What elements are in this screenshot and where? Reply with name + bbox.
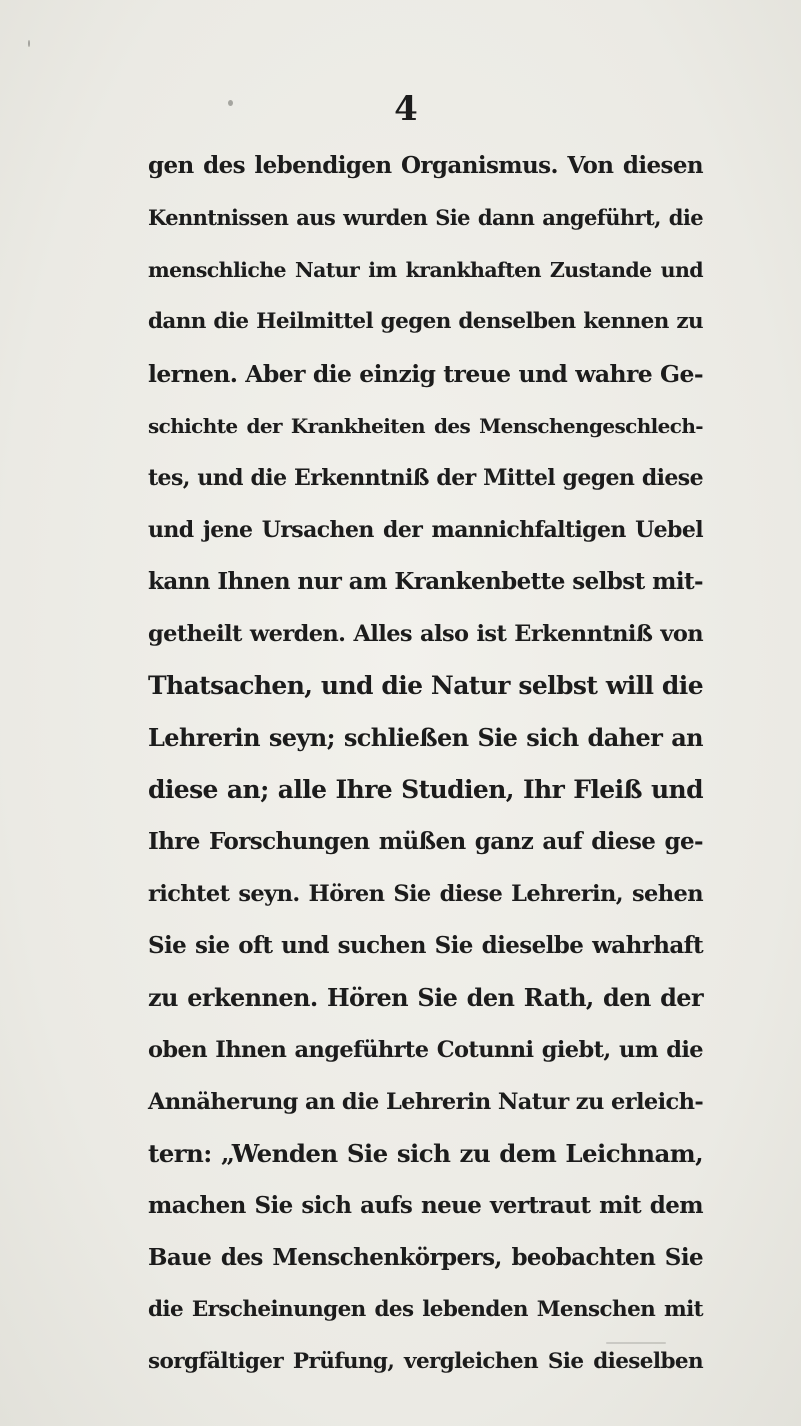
text-line: oben Ihnen angeführte Cotunni giebt, um die bbox=[148, 1037, 703, 1063]
body-text bbox=[148, 140, 703, 1388]
text-line: und jene Ursachen der mannichfaltigen Uebel bbox=[148, 517, 703, 543]
text-line: tes, und die Erkenntniß der Mittel gegen diese bbox=[148, 465, 703, 491]
text-line: Lehrerin seyn; schließen Sie sich daher an bbox=[148, 723, 703, 752]
text-line: Ihre Forschungen müßen ganz auf diese ge- bbox=[148, 828, 703, 855]
text-line: Baue des Menschenkörpers, beobachten Sie bbox=[148, 1244, 703, 1271]
text-line: richtet seyn. Hören Sie diese Lehrerin, sehen bbox=[148, 881, 703, 907]
text-line: tern: „Wenden Sie sich zu dem Leichnam, bbox=[148, 1139, 703, 1168]
text-line: die Erscheinungen des lebenden Menschen mit bbox=[148, 1297, 703, 1322]
text-line: lernen. Aber die einzig treue und wahre Ge- bbox=[148, 360, 703, 388]
text-line: menschliche Natur im krankhaften Zustande und bbox=[148, 258, 703, 282]
text-line: getheilt werden. Alles also ist Erkenntniß von bbox=[148, 621, 703, 647]
text-line: schichte der Krankheiten des Menschengeschlech- bbox=[148, 414, 703, 438]
paper-speck bbox=[606, 1342, 666, 1344]
text-line: diese an; alle Ihre Studien, Ihr Fleiß und bbox=[148, 775, 703, 804]
text-line: dann die Heilmittel gegen denselben kennen zu bbox=[148, 309, 703, 334]
paper-speck bbox=[228, 100, 233, 106]
text-line: machen Sie sich aufs neue vertraut mit dem bbox=[148, 1192, 703, 1219]
text-line: gen des lebendigen Organismus. Von diesen bbox=[148, 152, 703, 179]
text-line: zu erkennen. Hören Sie den Rath, den der bbox=[148, 983, 703, 1012]
text-line: Annäherung an die Lehrerin Natur zu erleich- bbox=[148, 1089, 704, 1115]
text-line: sorgfältiger Prüfung, vergleichen Sie dieselben bbox=[148, 1349, 703, 1374]
text-line: Thatsachen, und die Natur selbst will die bbox=[148, 671, 703, 700]
text-line: Sie sie oft und suchen Sie dieselbe wahrhaft bbox=[148, 932, 703, 959]
page-number: 4 bbox=[394, 89, 418, 129]
paper-speck bbox=[28, 40, 30, 47]
text-line: Kenntnissen aus wurden Sie dann angeführt, die bbox=[148, 205, 703, 230]
text-line: kann Ihnen nur am Krankenbette selbst mit- bbox=[148, 568, 703, 595]
